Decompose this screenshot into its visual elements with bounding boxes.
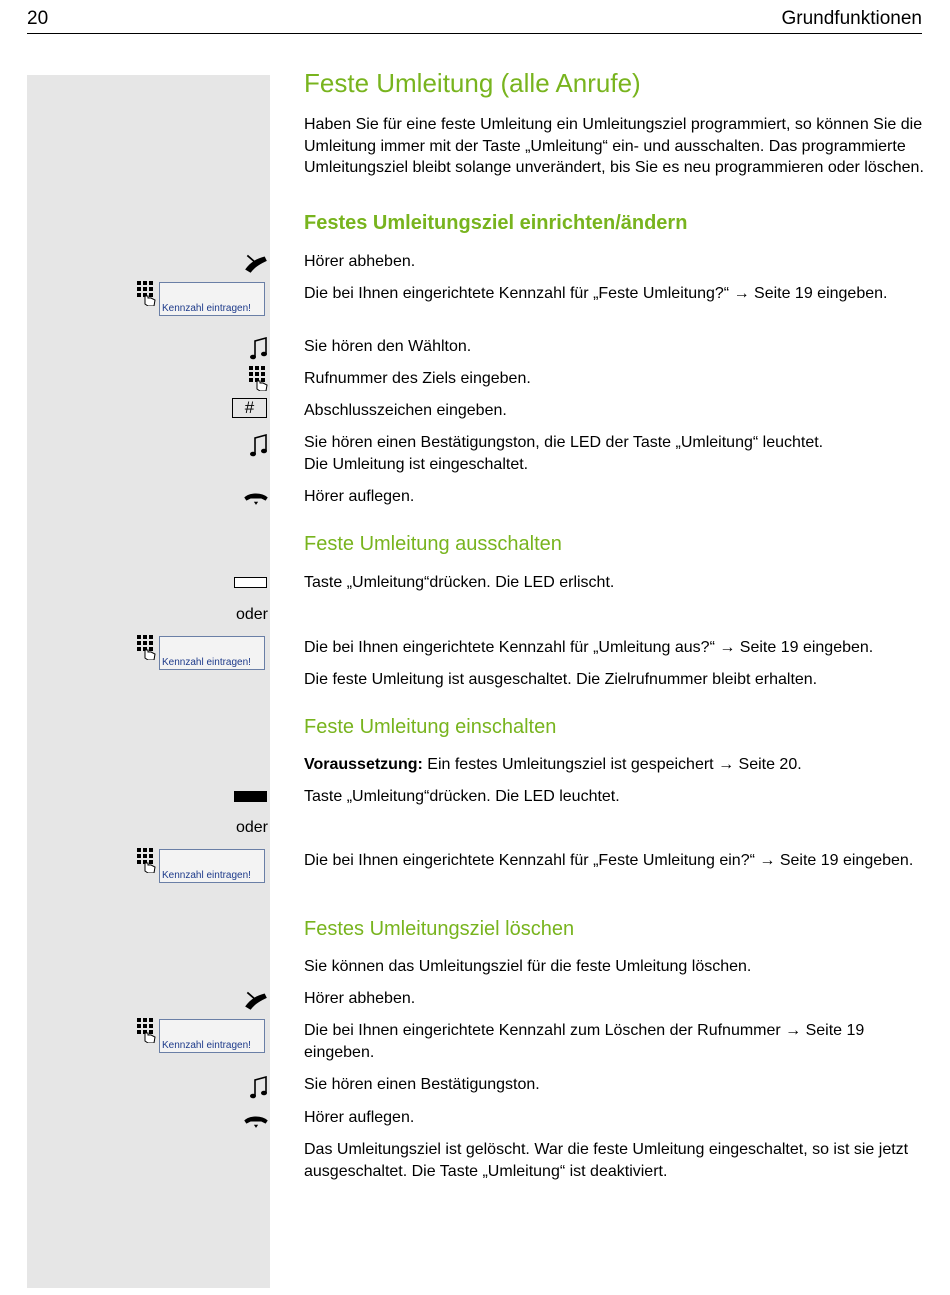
step-text: Sie hören den Wählton. [304, 338, 472, 355]
keypad-icon [136, 634, 156, 660]
keypad-icon [136, 1017, 156, 1043]
step-text: Sie hören einen Bestätigungston, die LED der Taste „Umleitung“ leuchtet. [304, 434, 824, 451]
keypad-icon [136, 280, 156, 306]
step-text: Das Umleitungsziel ist gelöscht. War die feste Umleitung eingeschaltet, so ist sie jetzt ausgeschaltet. Die Taste „Umleitung“ ist deaktiviert. [304, 1141, 909, 1180]
step-text: Die feste Umleitung ist ausgeschaltet. Die Zielrufnummer bleibt erhalten. [304, 671, 818, 688]
kennzahl-field[interactable] [159, 1019, 265, 1053]
page-title: Feste Umleitung (alle Anrufe) [304, 68, 641, 98]
kennzahl-field[interactable] [159, 849, 265, 883]
heading-einschalten: Feste Umleitung einschalten [304, 716, 557, 738]
hash-key-icon: # [232, 398, 267, 418]
handset-hangup-icon [243, 490, 269, 506]
confirmation-tone-note-icon [249, 434, 269, 458]
step-text: Sie hören einen Bestätigungston. [304, 1076, 540, 1093]
heading-loeschen: Festes Umleitungsziel löschen [304, 918, 575, 940]
confirmation-tone-note-icon [249, 1076, 269, 1100]
icon-sidebar [27, 75, 270, 1288]
step-text: Hörer auflegen. [304, 1109, 415, 1126]
step-text: Hörer abheben. [304, 990, 416, 1007]
dial-tone-note-icon [249, 337, 269, 361]
step-text: Die bei Ihnen eingerichtete Kennzahl zum Löschen der Rufnummer → Seite 19 eingeben. [304, 1022, 865, 1061]
step-text: Hörer abheben. [304, 253, 416, 270]
section-intro: Sie können das Umleitungsziel für die feste Umleitung löschen. [304, 958, 752, 975]
kennzahl-label: Kennzahl eintragen! [162, 657, 251, 668]
oder-label: oder [235, 819, 268, 836]
keypad-icon [248, 365, 268, 391]
page-number: 20 [27, 8, 49, 29]
prerequisite-label: Voraussetzung: [304, 756, 423, 773]
step-text: Taste „Umleitung“drücken. Die LED erlischt. [304, 574, 615, 591]
prerequisite [304, 754, 924, 776]
step-text: Die bei Ihnen eingerichtete Kennzahl für „Feste Umleitung?“ → Seite 19 eingeben. [304, 285, 888, 302]
keypad-icon [136, 847, 156, 873]
kennzahl-label: Kennzahl eintragen! [162, 1040, 251, 1051]
page-header [27, 0, 922, 34]
kennzahl-field[interactable] [159, 282, 265, 316]
step-text: Rufnummer des Ziels eingeben. [304, 370, 531, 387]
handset-lift-icon [243, 252, 269, 274]
prerequisite-text: Ein festes Umleitungsziel ist gespeichert → Seite 20. [422, 756, 802, 773]
handset-lift-icon [243, 989, 269, 1011]
oder-label: oder [235, 606, 268, 623]
kennzahl-field[interactable] [159, 636, 265, 670]
section-title: Grundfunktionen [781, 8, 922, 29]
step-text: Abschlusszeichen eingeben. [304, 402, 507, 419]
step-text: Hörer auflegen. [304, 488, 415, 505]
step-text: Die Umleitung ist eingeschaltet. [304, 456, 529, 473]
umleitung-key-led-on[interactable] [234, 791, 267, 802]
kennzahl-label: Kennzahl eintragen! [162, 870, 251, 881]
heading-ausschalten: Feste Umleitung ausschalten [304, 533, 562, 555]
heading-einrichten: Festes Umleitungsziel einrichten/ändern [304, 212, 688, 234]
kennzahl-label: Kennzahl eintragen! [162, 303, 251, 314]
umleitung-key-led-off[interactable] [234, 577, 267, 588]
step-text: Die bei Ihnen eingerichtete Kennzahl für „Umleitung aus?“ → Seite 19 eingeben. [304, 639, 874, 656]
step-text: Taste „Umleitung“drücken. Die LED leuchtet. [304, 788, 620, 805]
handset-hangup-icon [243, 1113, 269, 1129]
step-text: Die bei Ihnen eingerichtete Kennzahl für „Feste Umleitung ein?“ → Seite 19 eingeben. [304, 852, 914, 869]
intro-text: Haben Sie für eine feste Umleitung ein Umleitungsziel programmiert, so können Sie die Umleitung immer mit der Taste „Umleitung“ ein- und ausschalten. Das programmierte Umleitungsziel bleibt solange unverändert, bis Sie es neu programmieren oder löschen. [304, 116, 924, 176]
